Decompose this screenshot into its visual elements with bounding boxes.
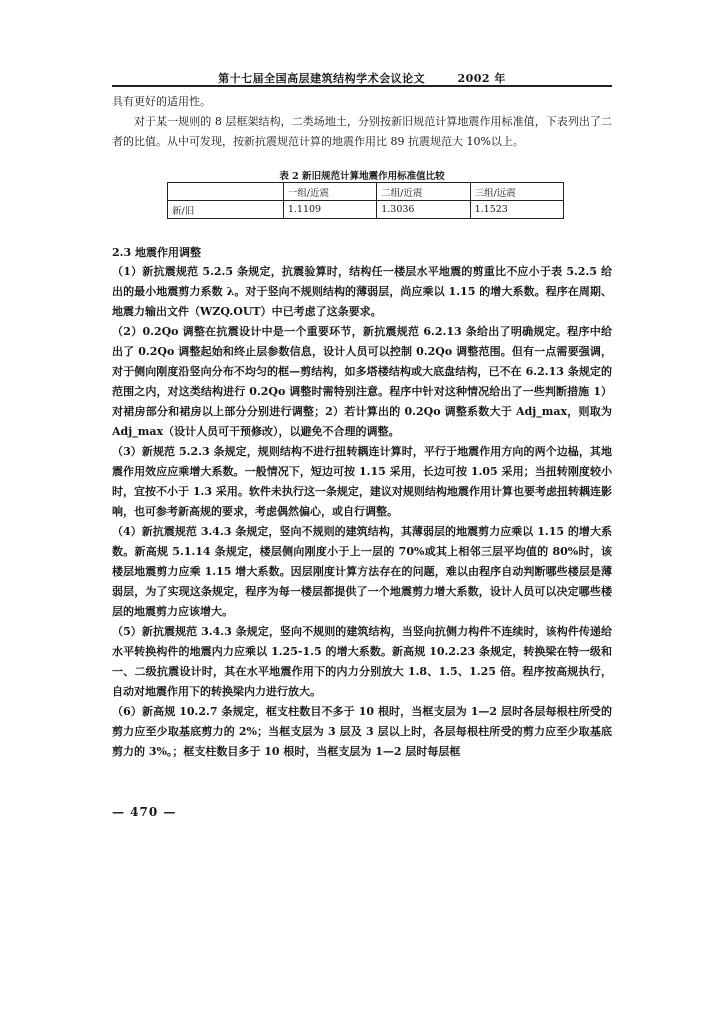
table-header-cell (168, 183, 284, 201)
conference-title: 第十七届全国高层建筑结构学术会议论文 (218, 72, 426, 85)
table-header-cell: 二组/近震 (377, 183, 470, 201)
header-year: 2002 年 (457, 72, 506, 85)
paragraph-2: （2）0.2Qo 调整在抗震设计中是一个重要环节，新抗震规范 6.2.13 条给出了明确规定。程序中给出了 0.2Qo 调整起始和终止层参数信息，设计人员可以控制 0.2Qo 调整范围。但有一点需要强调，对于侧向刚度沿竖向分布不均匀的框—剪结构，如多塔楼结构或大底盘结构，已不在 6.2.13 条规定的范围之内，对这类结构进行 0.2Qo 调整时需特别注意。程序中针对这种情况给出了一些判断措施 1）对裙房部分和裙房以上部分分别进行调整；2）若计算出的 0.2Qo 调整系数大于 Adj_max，则取为 Adj_max（设计人员可干预修改），以避免不合理的调整。 (112, 325, 612, 438)
comparison-table (167, 182, 564, 219)
table-cell: 1.1109 (283, 201, 376, 219)
page-number: — 470 — (112, 805, 177, 819)
running-header (112, 70, 612, 86)
table-cell: 新/旧 (168, 201, 284, 219)
table-cell: 1.1523 (470, 201, 563, 219)
paragraph-1: （1）新抗震规范 5.2.5 条规定，抗震验算时，结构任一楼层水平地震的剪重比不应小于表 5.2.5 给出的最小地震剪力系数 λ。对于竖向不规则结构的薄弱层，尚应乘以 1.15 的增大系数。程序在周期、地震力输出文件（WZQ.OUT）中已考虑了这条要求。 (112, 265, 612, 318)
table-header-cell: 一组/近震 (283, 183, 376, 201)
intro-paragraph: 对于某一规则的 8 层框架结构，二类场地土，分别按新旧规范计算地震作用标准值，下表列出了二者的比值。从中可发现，按新抗震规范计算的地震作用比 89 抗震规范大 10%以上。 (112, 115, 612, 148)
header-rule (112, 85, 612, 87)
table-caption: 表 2 新旧规范计算地震作用标准值比较 (279, 171, 445, 182)
section-body (112, 262, 612, 762)
paragraph-6: （6）新高规 10.2.7 条规定，框支柱数目不多于 10 根时，当框支层为 1—2 层时各层每根柱所受的剪力应至少取基底剪力的 2%；当框支层为 3 层及 3 层以上时，各层每根柱所受的剪力应至少取基底剪力的 3%。；框支柱数目多于 10 根时，当框支层为 1—2 层时每层框 (112, 705, 612, 758)
intro-block (112, 92, 612, 152)
table-header-row (168, 183, 564, 201)
section-heading: 2.3 地震作用调整 (112, 246, 201, 259)
table-cell: 1.3036 (377, 201, 470, 219)
paragraph-3: （3）新规范 5.2.3 条规定，规则结构不进行扭转耦连计算时，平行于地震作用方向的两个边榀，其地震作用效应应乘增大系数。一般情况下，短边可按 1.15 采用，长边可按 1.05 采用；当扭转刚度较小时，宜按不小于 1.3 采用。软件未执行这一条规定，建议对规则结构地震作用计算也要考虑扭转耦连影响，也可参考新高规的要求，考虑偶然偏心，或自行调整。 (112, 445, 612, 518)
table-row (168, 201, 564, 219)
table-header-cell: 三组/远震 (470, 183, 563, 201)
intro-line: 具有更好的适用性。 (112, 95, 211, 108)
paragraph-5: （5）新抗震规范 3.4.3 条规定，竖向不规则的建筑结构，当竖向抗侧力构件不连续时，该构件传递给水平转换构件的地震内力应乘以 1.25-1.5 的增大系数。新高规 10.2.23 条规定，转换梁在特一级和一、二级抗震设计时，其在水平地震作用下的内力分别放大 1.8、1.5、1.25 倍。程序按高规执行，自动对地震作用下的转换梁内力进行放大。 (112, 625, 612, 698)
paragraph-4: （4）新抗震规范 3.4.3 条规定，竖向不规则的建筑结构，其薄弱层的地震剪力应乘以 1.15 的增大系数。新高规 5.1.14 条规定，楼层侧向刚度小于上一层的 70%或其上相邻三层平均值的 80%时，该楼层地震剪力应乘 1.15 增大系数。因层刚度计算方法存在的问题，难以由程序自动判断哪些楼层是薄弱层，为了实现这条规定，程序为每一楼层都提供了一个地震剪力增大系数，设计人员可以决定哪些楼层的地震剪力应该增大。 (112, 525, 612, 618)
